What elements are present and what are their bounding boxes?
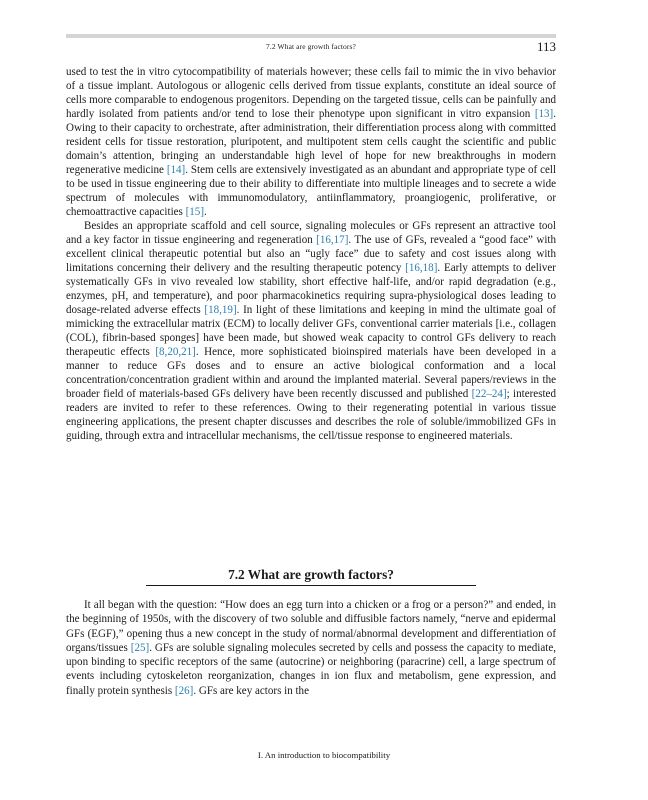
citation-link[interactable]: [18,19]: [204, 304, 237, 316]
citation-link[interactable]: [15]: [185, 206, 205, 218]
text-run: .: [204, 206, 207, 218]
citation-link[interactable]: [25]: [130, 641, 150, 654]
body-text-intro: [66, 65, 556, 443]
body-text-section: [66, 598, 556, 698]
header-rule: [66, 34, 556, 38]
text-run: . GFs are soluble signaling molecules secreted by cells and possess the capacity to mediate, upon binding to specific receptors of the same (autocrine) or neighboring (paracrine) cell, a large spectrum of events including cytoskeleton reorganization, changes in ion flux and metabolism, gene expression, and finally protein synthesis: [66, 641, 557, 697]
text-run: . Early attempts to deliver systematically GFs in vivo revealed low stability, short effective half-life, and/or rapid degradation (e.g., enzymes, pH, and temperature), and poor pharmacokinetics requiring supra-physiological doses leading to dosage-related adverse effects: [66, 262, 556, 316]
citation-link[interactable]: [22–24]: [471, 388, 507, 400]
section-rule: [146, 585, 476, 586]
section-heading-block: [66, 567, 556, 583]
text-run: . Hence, more sophisticated bioinspired materials have been developed in a manner to reduce GFs doses and to ensure an active biological conformation and a local concentration/concentration gradient within and around the implanted material. Several papers/reviews in the broader field of materials-based GFs delivery have been recently discussed and published: [66, 346, 556, 400]
citation-link[interactable]: [13]: [534, 108, 554, 120]
footer-text: I. An introduction to biocompatibility: [257, 750, 391, 760]
text-run: Besides an appropriate scaffold and cell source, signaling molecules or GFs represent an attractive tool and a key factor in tissue engineering and regeneration: [66, 220, 556, 246]
text-run: used to test the in vitro cytocompatibility of materials however; these cells fail to mimic the in vivo behavior of a tissue implant. Autologous or allogenic cells derived from tissue explants, constitute an ideal source of cells more comparable to endogenous progenitors. Depending on the targeted tissue, cells can be painfully and hardly isolated from patients and/or tend to lose their phenotype upon significant in vitro expansion: [66, 66, 556, 120]
text-run: ; interested readers are invited to refer to these references. Owing to their regenerating potential in various tissue engineering applications, the present chapter discusses and describes the role of soluble/immobilized GFs in guiding, through extra and intracellular mechanisms, the cell/tissue response to engineered materials.: [66, 388, 556, 442]
section-heading: 7.2 What are growth factors?: [228, 567, 394, 582]
text-run: . Owing to their capacity to orchestrate, after administration, their differentiation process along with committed resident cells for tissue restoration, pluripotent, and multipotent stem cells caught the scientific and public domain’s attention, bringing an understandable high level of hope for new breakthroughs in modern regenerative medicine: [66, 108, 556, 176]
text-run: . In light of these limitations and keeping in mind the ultimate goal of mimicking the extracellular matrix (ECM) to locally deliver GFs, conventional carrier materials [i.e., collagen (COL), fibrin-based sponges] have been made, but showed weak capacity to control GFs delivery to reach therapeutic effects: [66, 304, 556, 358]
citation-link[interactable]: [16,18]: [405, 262, 438, 274]
paragraph-1: [66, 65, 556, 219]
text-run: It all began with the question: “How does an egg turn into a chicken or a frog or a person?” and ended, in the beginning of 1950s, with the discovery of two soluble and diffusible factors namely, “nerve and epidermal GFs (EGF),” opening thus a new concept in the study of normal/abnormal development and differentiation of organs/tissues: [66, 599, 556, 654]
running-title: 7.2 What are growth factors?: [266, 42, 356, 51]
text-run: . Stem cells are extensively investigated as an abundant and appropriate type of cell to be used in tissue engineering due to their ability to differentiate into multiple lineages and to secrete a wide spectrum of molecules with immunomodulatory, antiinflammatory, proangiogenic, proliferative, or chemoattractive capacities: [66, 164, 557, 218]
citation-link[interactable]: [8,20,21]: [155, 346, 196, 358]
citation-link[interactable]: [14]: [166, 164, 186, 176]
text-run: . The use of GFs, revealed a “good face” with excellent clinical therapeutic potential but also an “ugly face” due to safety and cost issues along with limitations concerning their delivery and the resulting therapeutic potency: [66, 234, 556, 274]
text-run: . GFs are key actors in the: [193, 684, 309, 697]
citation-link[interactable]: [16,17]: [316, 234, 349, 246]
citation-link[interactable]: [26]: [174, 684, 194, 697]
page-number: 113: [536, 39, 556, 54]
paragraph-2: [66, 219, 556, 443]
running-header: [66, 40, 556, 56]
paragraph-3: [66, 598, 556, 698]
